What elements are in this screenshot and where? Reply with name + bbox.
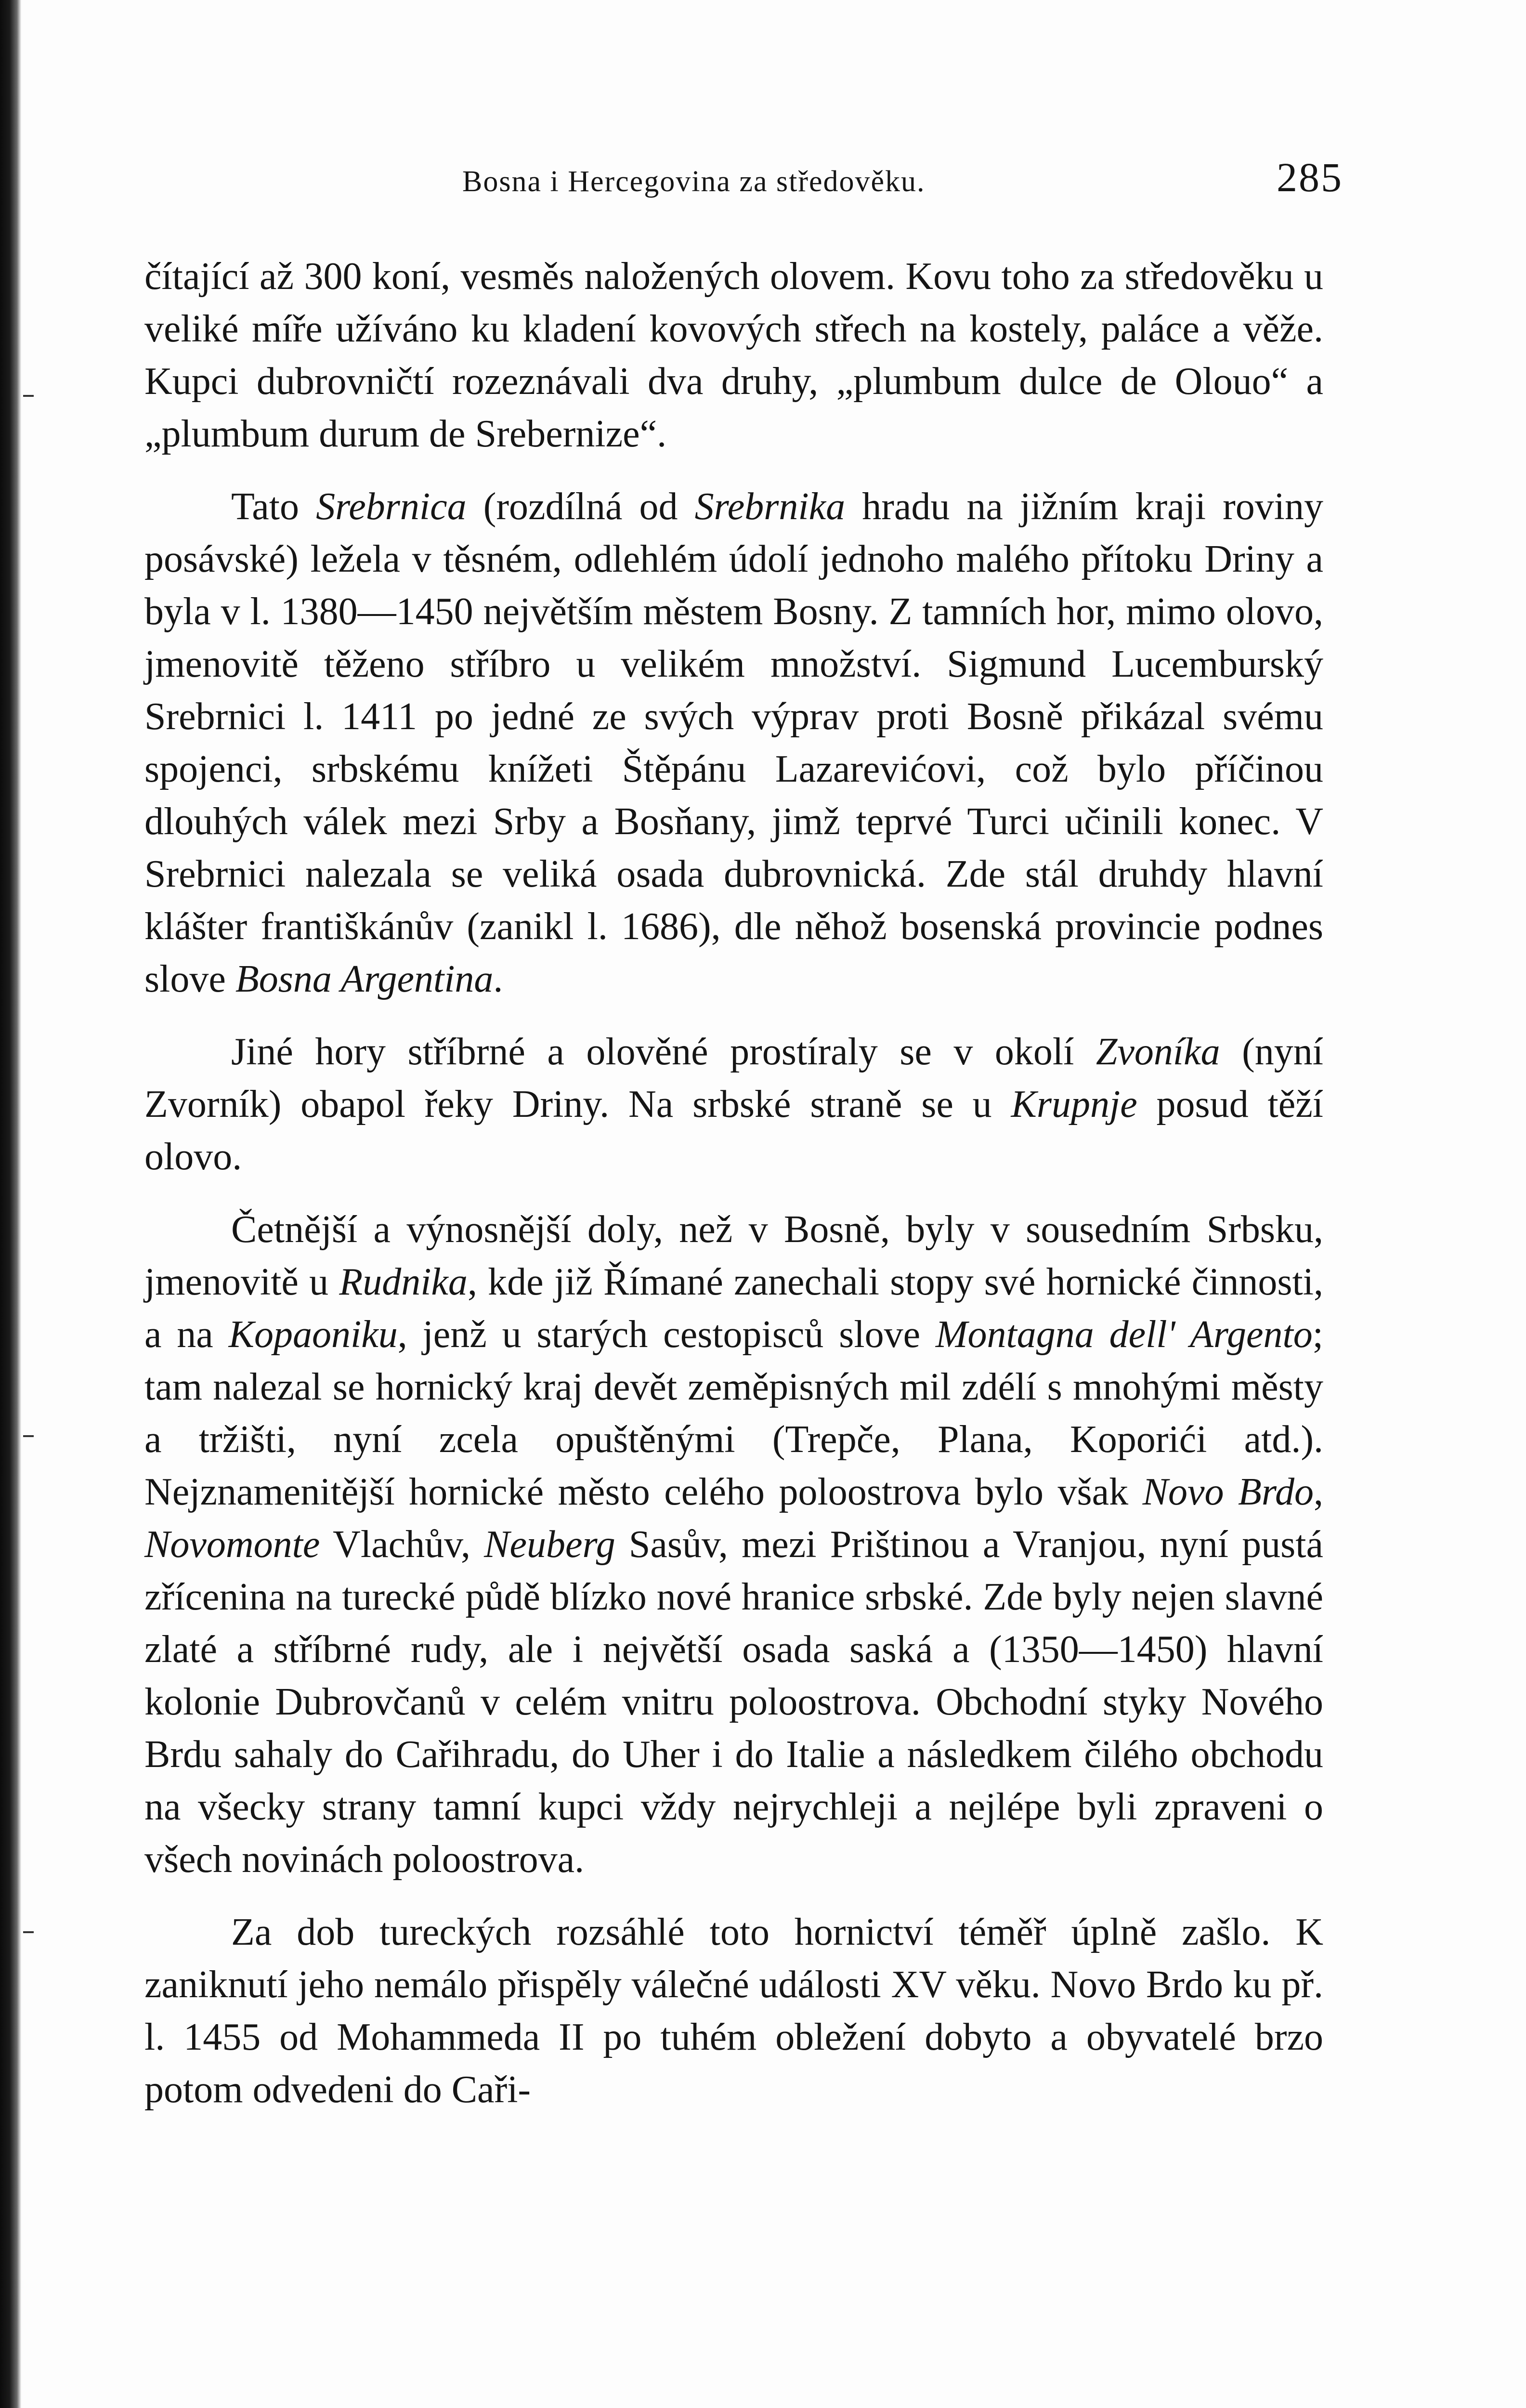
text-run: čítající až 300 koní, vesměs naložených olovem. Kovu toho za středověku u veliké míře užíváno ku kladení kovových střech na kostely, paláce a věže. Kupci dubrovničtí rozeznávali dva druhy, „plumbum dulce de Olouo“ a „plumbum durum de Srebernize“.	[144, 255, 1323, 455]
paragraph	[144, 1906, 1323, 2116]
italic-term: Neuberg	[484, 1523, 615, 1566]
text-run: , jenž u starých cestopisců slove	[397, 1313, 936, 1356]
italic-term: Montagna dell' Argento	[935, 1313, 1313, 1356]
paragraph	[144, 481, 1323, 1006]
text-run: Sasův, mezi Prištinou a Vranjou, nyní pustá zřícenina na turecké půdě blízko nové hranice srbské. Zde byly nejen slavné zlaté a stříbrné rudy, ale i největší osada saská a (1350—1450) hlavní kolonie Dubrovčanů v celém vnitru poloostrova. Obchodní styky Nového Brdu sahaly do Cařihradu, do Uher i do Italie a následkem čilého obchodu na všecky strany tamní kupci vždy nejrychleji a nejlépe byli zpraveni o všech novinách poloostrova.	[144, 1523, 1324, 1881]
scan-mark	[23, 1931, 34, 1933]
page-number: 285	[1277, 154, 1343, 200]
italic-term: Rudnika	[339, 1261, 468, 1303]
italic-term: Kopaoniku	[228, 1313, 398, 1356]
scan-mark	[23, 1435, 34, 1437]
text-run: (nyní Zvorník) obapol řeky Driny. Na srbské straně se u	[144, 1031, 1323, 1125]
text-run: Za dob tureckých rozsáhlé toto hornictví téměř úplně zašlo. K zaniknutí jeho nemálo přispěly válečné události XV věku. Novo Brdo ku př. l. 1455 od Mohammeda II po tuhém obležení dobyto a obyvatelé brzo potom odvedeni do Caři-	[144, 1911, 1323, 2111]
text-run: .	[493, 958, 503, 1000]
italic-term: Novomonte	[144, 1523, 320, 1566]
paragraph	[144, 1026, 1323, 1183]
italic-term: Zvoníka	[1096, 1031, 1220, 1073]
text-run: Četnější a výnosnější doly, než v Bosně, byly v sousedním Srbsku, jmenovitě u	[144, 1208, 1323, 1303]
text-run: ; tam nalezal se hornický kraj devět zeměpisných mil zdélí s mnohými městy a tržišti, nyní zcela opuštěnými (Trepče, Plana, Koporići atd.). Nejznamenitější hornické město celého poloostrova bylo však	[144, 1313, 1324, 1513]
body-text	[144, 250, 1323, 2136]
italic-term: Srebrnica	[316, 485, 467, 528]
text-run: , kde již Římané zanechali stopy své hornické činnosti, a na	[144, 1261, 1324, 1356]
running-title: Bosna i Hercegovina za středověku.	[462, 165, 926, 198]
text-run: (rozdílná od	[466, 485, 695, 528]
text-run: Jiné hory stříbrné a olověné prostíraly se v okolí	[231, 1031, 1096, 1073]
text-run: posud těží olovo.	[144, 1083, 1323, 1178]
text-run: Tato	[231, 485, 316, 528]
binding-edge	[0, 0, 21, 2408]
paragraph	[144, 1204, 1323, 1886]
italic-term: Bosna Argentina	[235, 958, 494, 1000]
italic-term: Srebrnika	[694, 485, 846, 528]
text-run: Vlachův,	[320, 1523, 484, 1566]
scan-mark	[23, 395, 34, 397]
running-head	[144, 153, 1343, 201]
italic-term: Krupnje	[1011, 1083, 1137, 1125]
text-run: ,	[1314, 1471, 1323, 1513]
italic-term: Novo Brdo	[1142, 1471, 1314, 1513]
text-run: hradu na jižním kraji roviny posávské) ležela v těsném, odlehlém údolí jednoho malého přítoku Driny a byla v l. 1380—1450 největším městem Bosny. Z tamních hor, mimo olovo, jmenovitě těženo stříbro u velikém množství. Sigmund Lucemburský Srebrnici l. 1411 po jedné ze svých výprav proti Bosně přikázal svému spojenci, srbskému knížeti Štěpánu Lazarevićovi, což bylo příčinou dlouhých válek mezi Srby a Bosňany, jimž teprvé Turci učinili konec. V Srebrnici nalezala se veliká osada dubrovnická. Zde stál druhdy hlavní klášter františkánův (zanikl l. 1686), dle něhož bosenská provincie podnes slove	[144, 485, 1324, 1000]
paragraph	[144, 250, 1323, 460]
